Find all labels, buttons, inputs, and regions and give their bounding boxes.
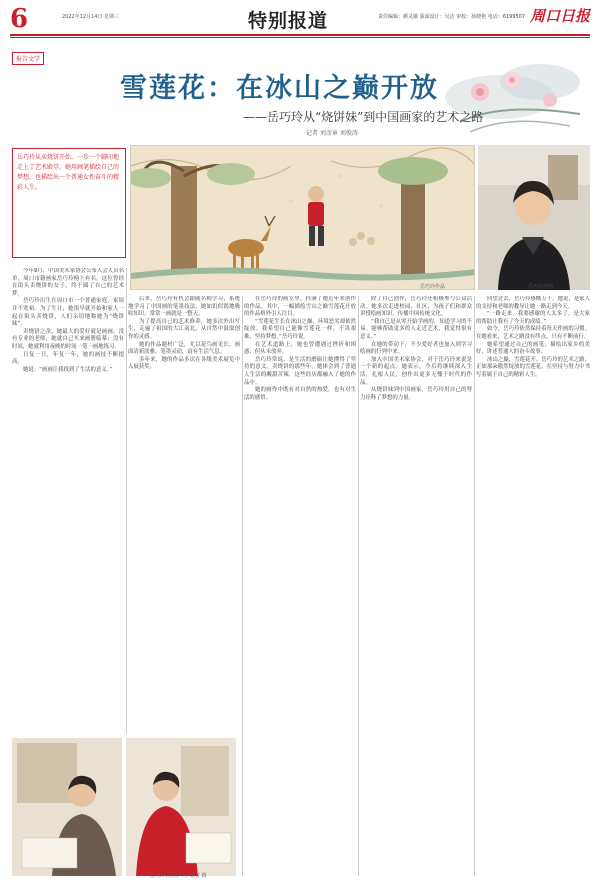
page-header xyxy=(0,0,600,40)
paragraph: 从烧饼妹到中国画家，岳巧玲用自己的努力诠释了梦想的力量。 xyxy=(360,387,472,401)
header-rule-thin xyxy=(10,37,590,38)
paragraph: 岳巧玲常说，是生活的磨砺让她懂得了坚持的意义。卖烧饼的那些年，她体会到了普通人生活的酸甜苦辣，这些经历都融入了她的作品中。 xyxy=(244,356,356,386)
paragraph: 她希望通过自己的画笔，描绘出家乡的美好，讲述普通人的奋斗故事。 xyxy=(476,341,590,356)
photo-illustration xyxy=(126,738,236,876)
column-divider xyxy=(126,268,127,734)
paragraph: 今年9月，中国美术家协会公布入会人员名单，周口市籍画家岳巧玲榜上有名。这位曾经在街头卖烧饼的女子，终于圆了自己的艺术梦。 xyxy=(12,268,124,297)
article-column-2 xyxy=(128,296,240,734)
paragraph: 她的作品题材广泛，尤以花鸟画见长。画面清新淡雅，笔墨灵动，富有生活气息。 xyxy=(128,341,240,356)
page-number: 6 xyxy=(10,4,29,34)
paragraph: “雪莲花生长在冰山之巅，环境恶劣却依然绽放。我希望自己能像雪莲花一样，不畏艰难，坚持梦想。”岳巧玲说。 xyxy=(244,318,356,340)
portrait-photo xyxy=(478,145,590,290)
article-column-4 xyxy=(360,296,472,876)
paragraph: 回望过去，岳巧玲感慨万千。她说，是家人的支持和老师的教导让她一路走到今天。 xyxy=(476,296,590,310)
paragraph: 她的画作中既有对自然的热爱，也有对生活的感悟。 xyxy=(244,387,356,401)
header-rule xyxy=(10,34,590,36)
paragraph: “我自己是从零开始学画的，知道学习的不易。能够帮助更多的人走近艺术，我觉得很有意义。” xyxy=(360,318,472,340)
article-subtitle: ——岳巧玲从“烧饼妹”到中国画家的艺术之路 xyxy=(243,110,484,124)
paragraph: 在岳巧玲的画室里，挂满了她近年来创作的作品。其中，一幅描绘雪山之巅雪莲花开放的作品格外引人注目。 xyxy=(244,296,356,318)
newspaper-logo: 周口日报 xyxy=(529,7,590,25)
editor-credits: 责任编辑：颜灵娥 版面设计：吴洁 审校：孙晓艳 电话：6199507 xyxy=(378,14,526,20)
column-divider xyxy=(242,296,243,876)
article-column-3 xyxy=(244,296,356,876)
paragraph: 她说：“画画让我找到了生活的意义。” xyxy=(23,366,113,373)
section-tag: 报告文学 xyxy=(12,52,44,65)
paragraph: 如今，岳巧玲依然保持着每天作画的习惯。在她看来，艺术之路没有终点，只有不断前行。 xyxy=(476,326,590,340)
photo-artist-painting xyxy=(12,738,122,876)
section-title: 特别报道 xyxy=(248,10,329,32)
paragraph: 冰山之巅，雪莲花开。岳巧玲的艺术之路，正如那朵傲然绽放的雪莲花，在坚持与努力中书写着属于自己的精彩人生。 xyxy=(476,356,590,378)
pull-quote: 岳巧玲从卖烧饼开始，一步一个脚印地走上了艺术殿堂。她用画笔描绘自己的梦想，也描绘出一个普通女性奋斗的精彩人生。 xyxy=(12,148,126,258)
column-divider xyxy=(474,296,475,876)
paragraph: 为了提高自己的艺术修养，她多次外出写生，走遍了祖国的大江南北，从自然中汲取创作的灵感。 xyxy=(128,318,240,340)
paragraph: “一路走来，我要感谢的人太多了。是大家的帮助让我有了今天的成绩。” xyxy=(476,311,590,325)
brush-painting-decoration xyxy=(440,52,590,150)
article-byline: 记者 刘彦章 刘俊涛 xyxy=(306,130,358,137)
article-title: 雪莲花：在冰山之巅开放 xyxy=(120,73,439,104)
article-column-5 xyxy=(476,296,590,876)
column-divider xyxy=(358,296,359,876)
photos-caption: 岳巧玲在创作中。记者 摄 xyxy=(150,873,207,879)
mural-painting-image xyxy=(130,145,475,290)
paragraph: 多年来，她的作品多次在各级美术展览中入展获奖。 xyxy=(128,356,240,371)
mural-caption: 岳巧玲作品 xyxy=(420,284,446,290)
photo-illustration xyxy=(12,738,122,876)
paragraph: 卖烧饼之余，她最大的爱好就是画画。没有专业的老师，她就自己买来画册临摹；没有时间，她就利用夜晚的时间一笔一画地练习。 xyxy=(12,328,124,350)
paragraph: 日复一日，年复一年，她的画技不断提高。 xyxy=(12,351,124,366)
paragraph: 在她的带动下，不少爱好者也加入到学习绘画的行列中来。 xyxy=(360,341,472,356)
paragraph: 在艺术道路上，她也曾遭遇过挫折和困惑，但从未放弃。 xyxy=(244,341,356,356)
paragraph: 加入中国美术家协会，对于岳巧玲来说是一个新的起点。她表示，今后将继续深入生活，扎根人民，创作出更多无愧于时代的作品。 xyxy=(360,356,472,386)
photo-artist-studio xyxy=(126,738,236,876)
paragraph: 后来，岳巧玲有机会跟随名师学习，系统地学习了中国画的笔墨技法。她如饥似渴地吸收知识，常常一画就是一整天。 xyxy=(128,296,240,318)
portrait-illustration xyxy=(478,145,590,290)
paragraph: 除了自己创作，岳巧玲还积极参与公益活动。她多次走进校园、社区，为孩子们和群众讲授绘画知识，传播中国传统文化。 xyxy=(360,296,472,318)
issue-date: 2022年12月14日 星期三 xyxy=(62,14,120,20)
article-column-1 xyxy=(12,268,124,734)
mural-illustration xyxy=(131,146,475,290)
portrait-caption: 岳巧玲近照 xyxy=(528,284,554,290)
paragraph: 岳巧玲出生在周口市一个普通家庭，家境并不宽裕。为了生计，她很早就开始和家人一起在街头卖烧饼，人们亲切地称她为“烧饼妹”。 xyxy=(12,298,124,328)
